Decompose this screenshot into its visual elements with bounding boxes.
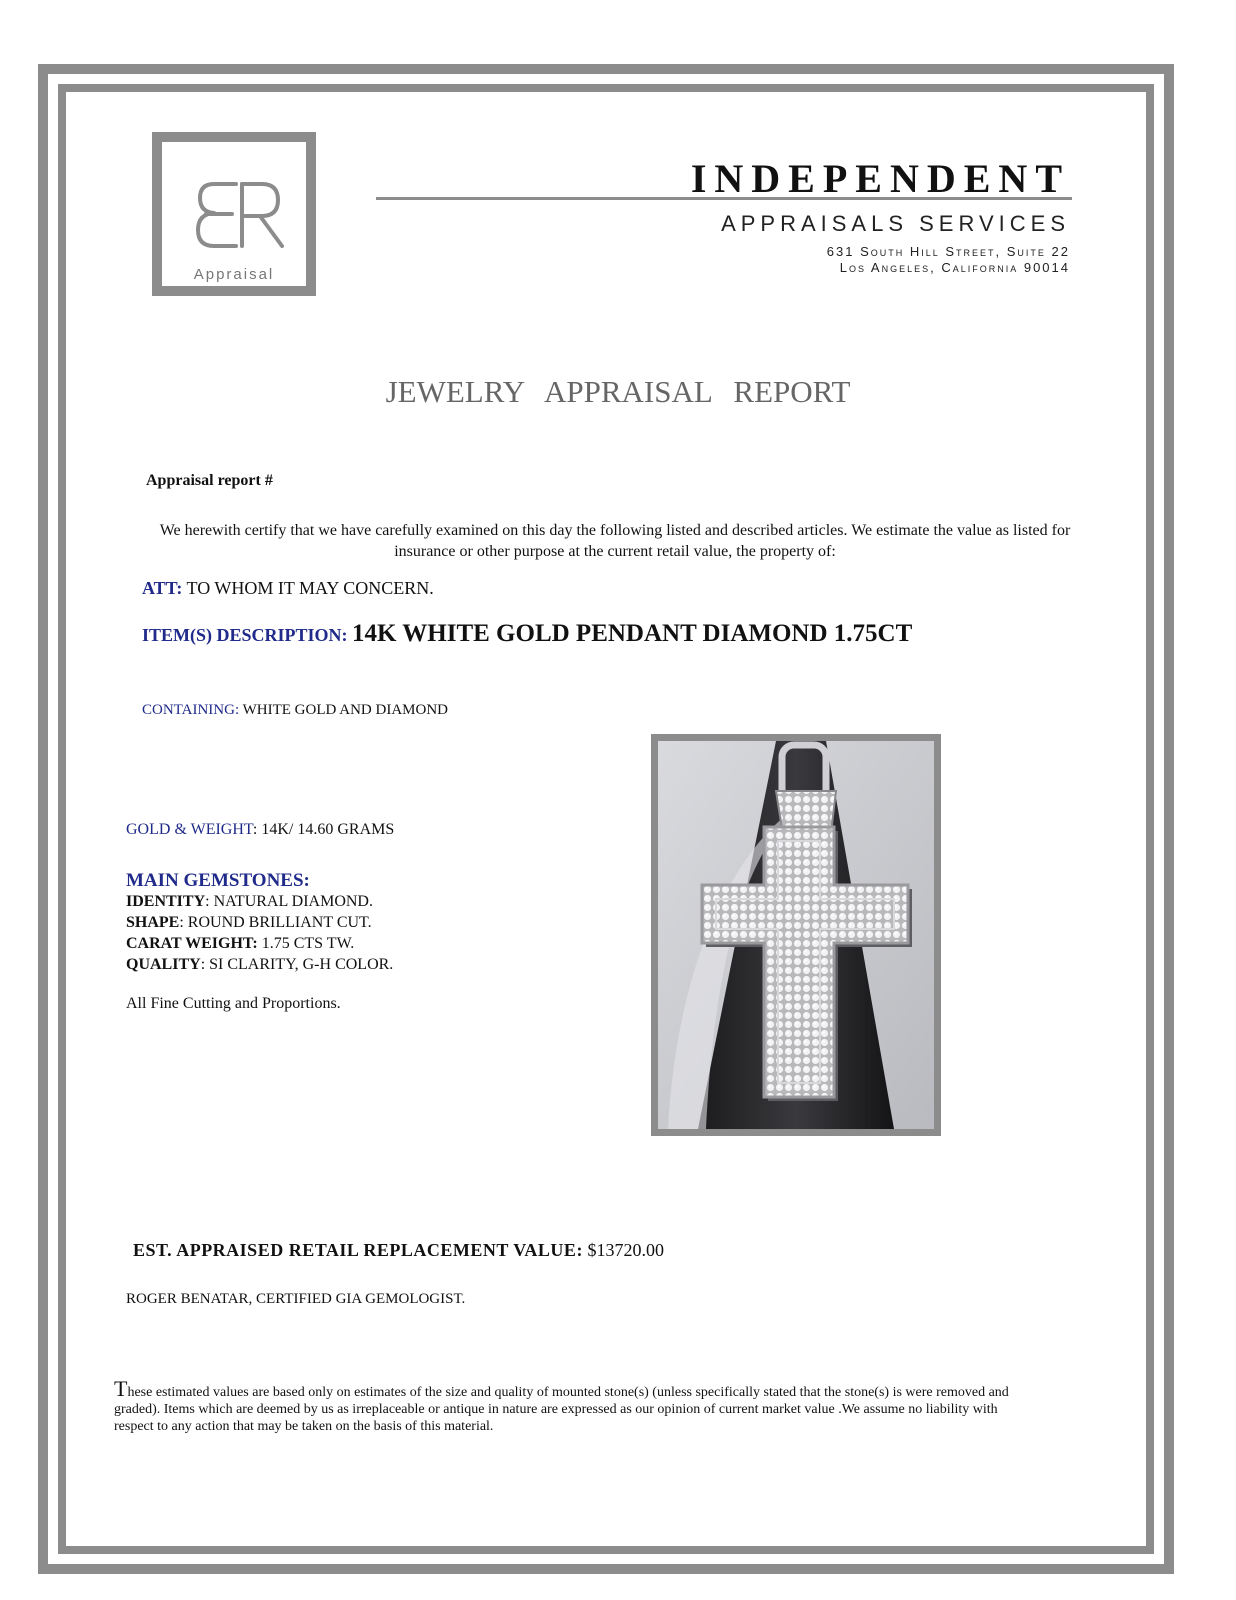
- containing-label: CONTAINING:: [142, 702, 240, 718]
- carat-label: CARAT WEIGHT:: [126, 935, 258, 952]
- items-line: [142, 620, 912, 648]
- shape-line: [126, 912, 393, 933]
- shape-value: : ROUND BRILLIANT CUT.: [179, 914, 372, 931]
- carat-value: 1.75 CTS TW.: [257, 935, 355, 952]
- identity-value: : NATURAL DIAMOND.: [205, 893, 373, 910]
- value-label: EST. APPRAISED RETAIL REPLACEMENT VALUE:: [133, 1240, 583, 1260]
- gold-value: : 14K/ 14.60 GRAMS: [252, 821, 395, 838]
- containing-value: WHITE GOLD AND DIAMOND: [242, 702, 448, 718]
- quality-line: [126, 954, 393, 975]
- gemstones-title: MAIN GEMSTONES:: [126, 870, 310, 891]
- proportions-note: All Fine Cutting and Proportions.: [126, 995, 341, 1012]
- att-line: [142, 578, 434, 599]
- att-value: TO WHOM IT MAY CONCERN.: [186, 578, 434, 598]
- containing-line: [142, 702, 448, 719]
- appraisal-logo: [152, 132, 316, 296]
- identity-line: [126, 891, 393, 912]
- company-address-line1: 631 South Hill Street, Suite 22: [826, 244, 1070, 259]
- report-number-label: Appraisal report #: [146, 472, 273, 489]
- pendant-photo: [651, 734, 941, 1136]
- disclaimer-text: hese estimated values are based only on estimates of the size and quality of mounted stone(s) (unless specifically stated that the stone(s) is were removed and graded). Items which are deemed by us as irreplaceable or antique in nature are expressed as our opinion of current market value .We assume no liability with respect to any action that may be taken on the basis of this material.: [114, 1385, 1009, 1434]
- br-monogram-icon: [192, 176, 292, 256]
- disclaimer-initial: T: [114, 1376, 128, 1401]
- disclaimer: [114, 1376, 1014, 1435]
- company-tagline: APPRAISALS SERVICES: [721, 211, 1070, 236]
- report-title: JEWELRY APPRAISAL REPORT: [385, 374, 851, 409]
- quality-label: QUALITY: [126, 956, 201, 973]
- cross-pendant-image: [658, 741, 934, 1129]
- shape-label: SHAPE: [126, 914, 180, 931]
- inner-border: [58, 84, 1154, 1554]
- gemologist-signature: ROGER BENATAR, CERTIFIED GIA GEMOLOGIST.: [126, 1291, 466, 1307]
- quality-value: : SI CLARITY, G-H COLOR.: [200, 956, 394, 973]
- value-amount: $13720.00: [582, 1240, 664, 1260]
- certify-text: We herewith certify that we have carefully examined on this day the following listed and described articles. We estimate the value as listed for insurance or other purpose at the current retail value, the property of:: [159, 522, 1071, 560]
- gold-label: GOLD & WEIGHT: [126, 821, 253, 838]
- gold-weight-line: [126, 821, 394, 839]
- items-label: ITEM(S) DESCRIPTION:: [142, 625, 348, 645]
- logo-word: Appraisal: [193, 266, 275, 283]
- items-value: 14K WHITE GOLD PENDANT DIAMOND 1.75CT: [352, 620, 913, 647]
- company-address-line2: Los Angeles, California 90014: [839, 260, 1070, 275]
- gemstones-block: [126, 870, 393, 975]
- appraised-value-line: [133, 1240, 664, 1261]
- identity-label: IDENTITY: [126, 893, 206, 910]
- att-label: ATT:: [142, 578, 183, 598]
- company-name: INDEPENDENT: [690, 156, 1070, 201]
- carat-line: [126, 933, 393, 954]
